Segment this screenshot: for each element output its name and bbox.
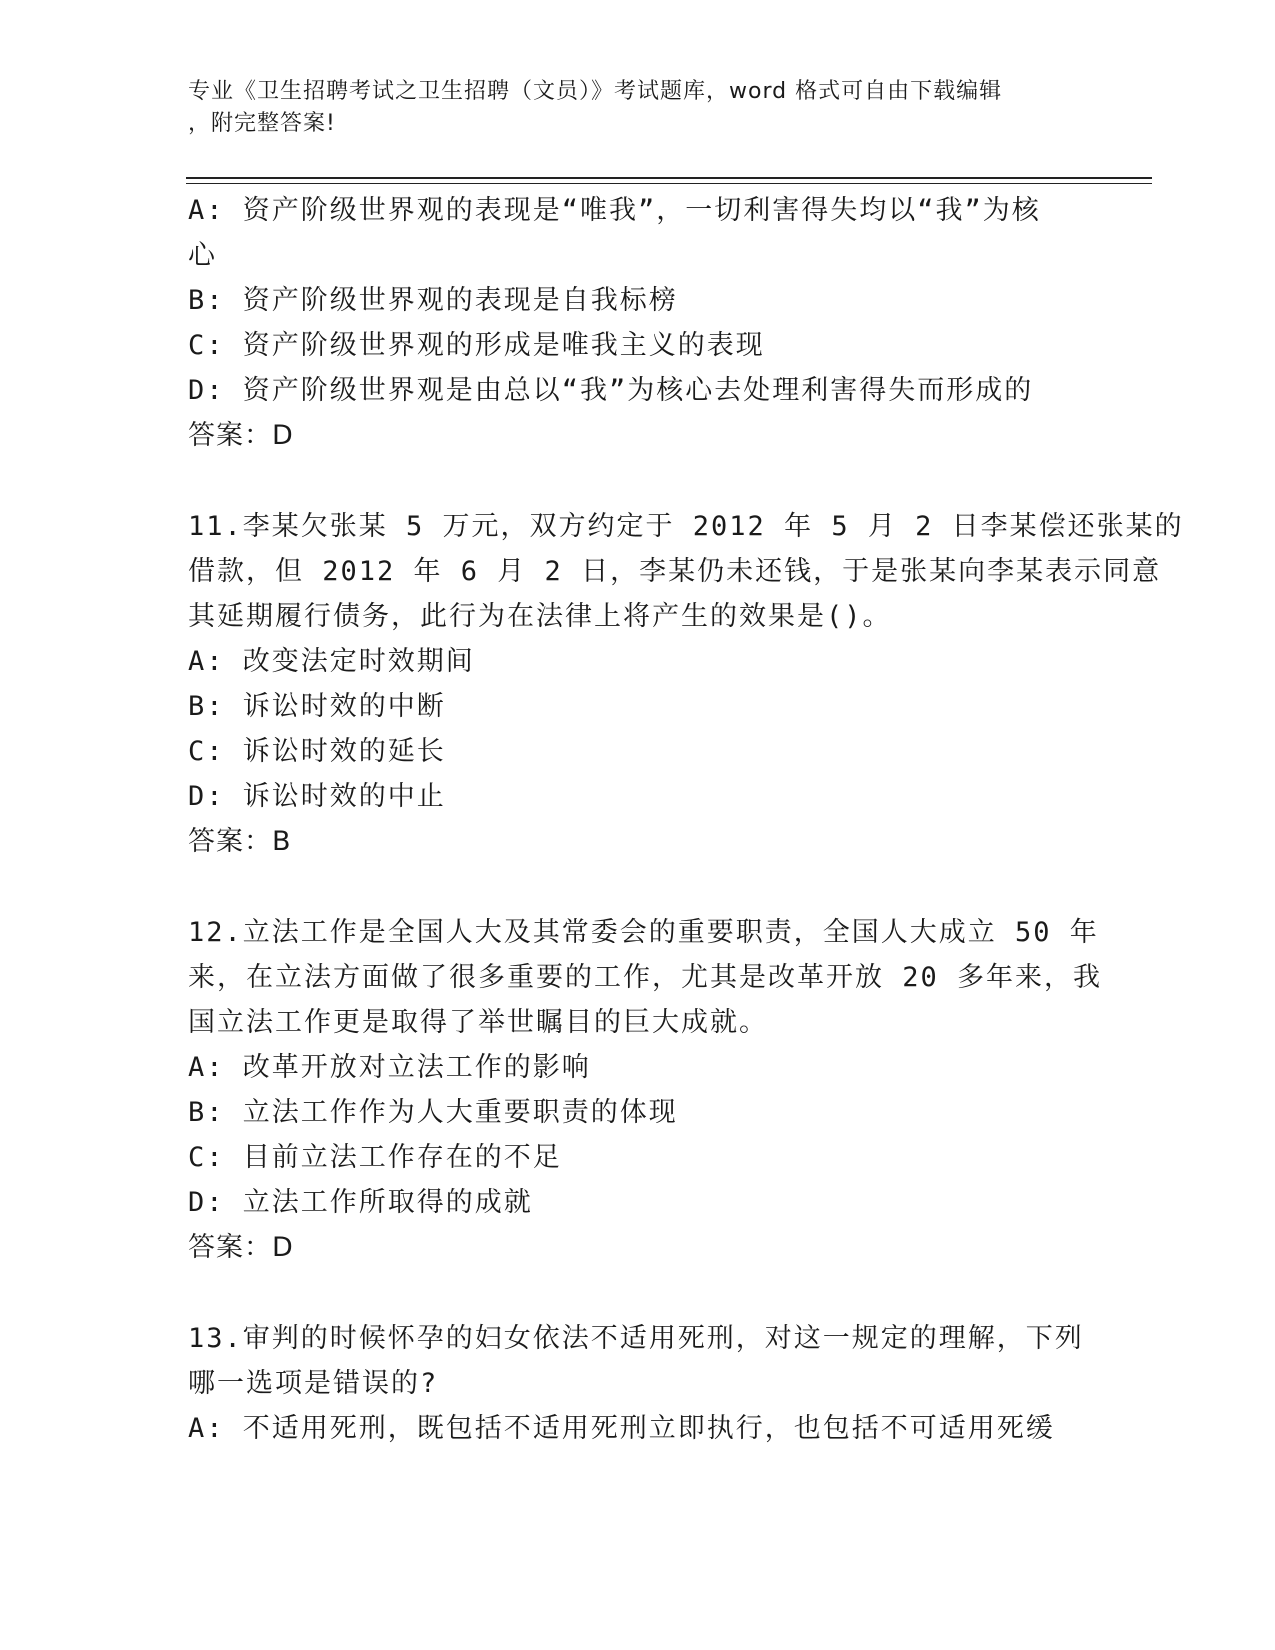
question-text-line-3: 其延期履行债务，此行为在法律上将产生的效果是()。 [188,601,892,632]
option-d: D: 诉讼时效的中止 [188,781,446,812]
question-block-13 [188,1316,1088,1451]
option-c: C: 诉讼时效的延长 [188,736,446,767]
option-d: D: 资产阶级世界观是由总以“我”为核心去处理利害得失而形成的 [188,375,1034,406]
answer-label: 答案：D [188,420,294,451]
question-text-line-1: 11.李某欠张某 5 万元，双方约定于 2012 年 5 月 2 日李某偿还张某的 [188,511,1184,542]
header-line-2: ，附完整答案! [188,111,336,136]
question-block-10 [188,188,1088,458]
option-b: B: 诉讼时效的中断 [188,691,446,722]
option-a-continued: 心 [188,240,217,271]
option-b: B: 资产阶级世界观的表现是自我标榜 [188,285,678,316]
option-a: A: 资产阶级世界观的表现是“唯我”，一切利害得失均以“我”为核 [188,195,1041,226]
header-line-1: 专业《卫生招聘考试之卫生招聘（文员）》考试题库，word 格式可自由下载编辑 [188,79,1003,104]
answer-label: 答案：B [188,826,292,857]
answer-label: 答案：D [188,1232,294,1263]
document-header [188,76,1068,140]
question-block-12 [188,910,1103,1270]
option-a: A: 不适用死刑，既包括不适用死刑立即执行，也包括不可适用死缓 [188,1413,1055,1444]
option-c: C: 目前立法工作存在的不足 [188,1142,562,1173]
option-b: B: 立法工作作为人大重要职责的体现 [188,1097,678,1128]
header-rule-thick [186,177,1152,179]
option-d: D: 立法工作所取得的成就 [188,1187,533,1218]
option-a: A: 改革开放对立法工作的影响 [188,1052,591,1083]
option-c: C: 资产阶级世界观的形成是唯我主义的表现 [188,330,765,361]
question-text-line-1: 13.审判的时候怀孕的妇女依法不适用死刑，对这一规定的理解，下列 [188,1323,1084,1354]
question-text-line-2: 来，在立法方面做了很多重要的工作，尤其是改革开放 20 多年来，我 [188,962,1103,993]
option-a: A: 改变法定时效期间 [188,646,475,677]
question-text-line-3: 国立法工作更是取得了举世瞩目的巨大成就。 [188,1007,768,1038]
header-rule-thin [186,183,1152,184]
question-text-line-1: 12.立法工作是全国人大及其常委会的重要职责，全国人大成立 50 年 [188,917,1099,948]
question-text-line-2: 借款，但 2012 年 6 月 2 日，李某仍未还钱，于是张某向李某表示同意 [188,556,1162,587]
question-text-line-2: 哪一选项是错误的? [188,1368,439,1399]
question-block-11 [188,504,1184,864]
question-list [188,188,1184,1451]
